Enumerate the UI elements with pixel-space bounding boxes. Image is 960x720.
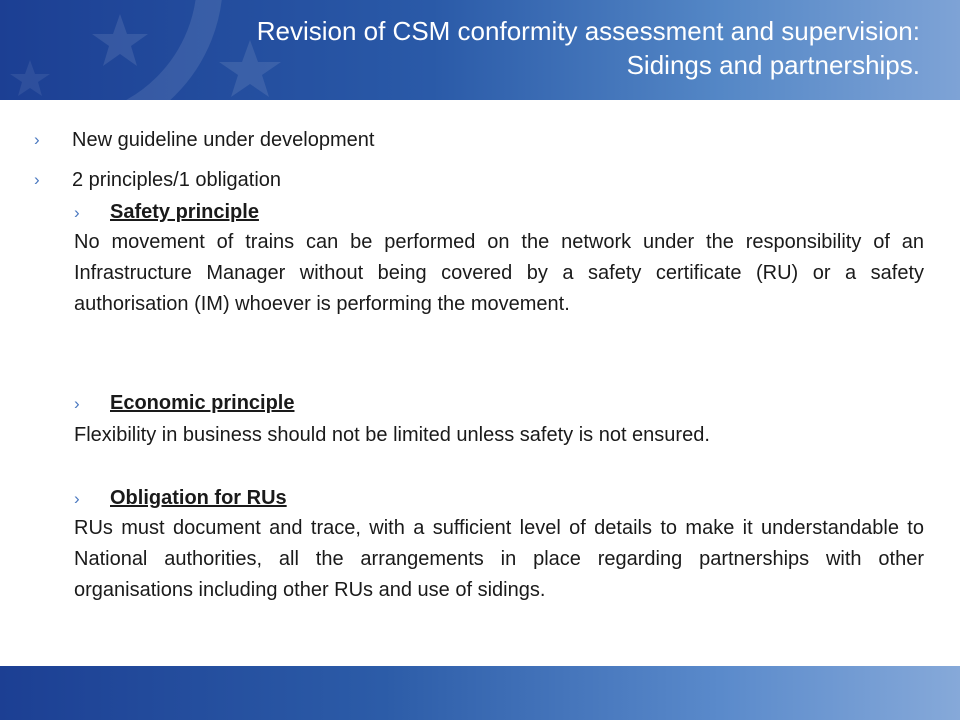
bullet-new-guideline: New guideline under development [72,129,375,151]
footer-banner [0,666,960,720]
header-banner [0,0,960,100]
safety-principle-text: No movement of trains can be performed on the network under the responsibility of an Infrastructure Manager without being covered by a safety certificate (RU) or a safety authorisation (IM) whoever is performing the movement. [74,231,924,315]
safety-principle-heading: Safety principle [110,201,259,223]
bullet-principles: 2 principles/1 obligation [72,169,282,191]
economic-principle-text: Flexibility in business should not be limited unless safety is not ensured. [74,424,710,446]
title-line-1: Revision of CSM conformity assessment and supervision: [256,16,920,46]
bullet-icon: › [34,170,40,189]
obligation-heading: Obligation for RUs [110,487,287,509]
sub-bullet-icon: › [74,394,80,413]
sub-bullet-icon: › [74,203,80,222]
title-line-2: Sidings and partnerships. [626,50,920,80]
bullet-icon: › [34,130,40,149]
obligation-text: RUs must document and trace, with a sufficient level of details to make it understandable to National authorities, all the arrangements in place regarding partnerships with other organisations including other RUs and use of sidings. [74,517,924,601]
economic-principle-heading: Economic principle [110,392,295,414]
slide-content [0,100,960,666]
slide-title [100,14,920,82]
sub-bullet-icon: › [74,489,80,508]
